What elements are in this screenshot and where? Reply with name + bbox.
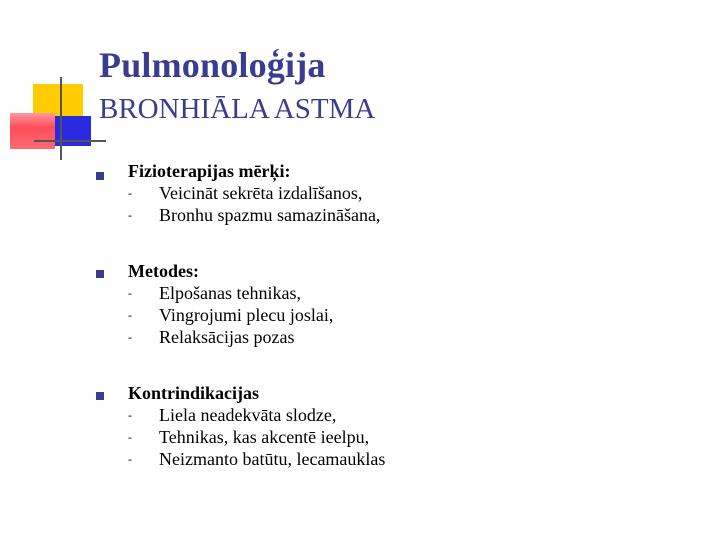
section-heading: Fizioterapijas mērķi: [128,161,291,181]
list-item: - Veicināt sekrēta izdalīšanos, [128,183,363,203]
list-item: - Bronhu spazmu samazināšana, [128,205,381,225]
dash-icon: - [128,330,132,344]
slide-subtitle: BRONHIĀLA ASTMA [99,93,376,125]
decor-red-square [10,113,55,149]
dash-icon: - [128,286,132,300]
list-item: - Neizmanto batūtu, lecamauklas [128,449,386,469]
section-heading: Metodes: [128,261,199,281]
bullet-square-icon [96,270,104,278]
bullet-square-icon [96,172,104,180]
decor-vertical-line [60,77,62,160]
list-item: - Liela neadekvāta slodze, [128,405,337,425]
decor-horizontal-line [34,140,106,142]
slide-title: Pulmonoloģija [99,45,326,85]
list-item: - Relaksācijas pozas [128,327,295,347]
dash-icon: - [128,308,132,322]
list-section [96,260,696,382]
bullet-square-icon [96,392,104,400]
section-heading: Kontrindikacijas [128,383,260,403]
dash-icon: - [128,186,132,200]
list-section [96,160,696,260]
dash-icon: - [128,452,132,466]
dash-icon: - [128,430,132,444]
dash-icon: - [128,408,132,422]
list-section [96,382,696,470]
list-item: - Tehnikas, kas akcentē ieelpu, [128,427,370,447]
list-item: - Elpošanas tehnikas, [128,283,301,303]
bullet-list [96,160,696,470]
list-item: - Vingrojumi plecu joslai, [128,305,334,325]
dash-icon: - [128,208,132,222]
